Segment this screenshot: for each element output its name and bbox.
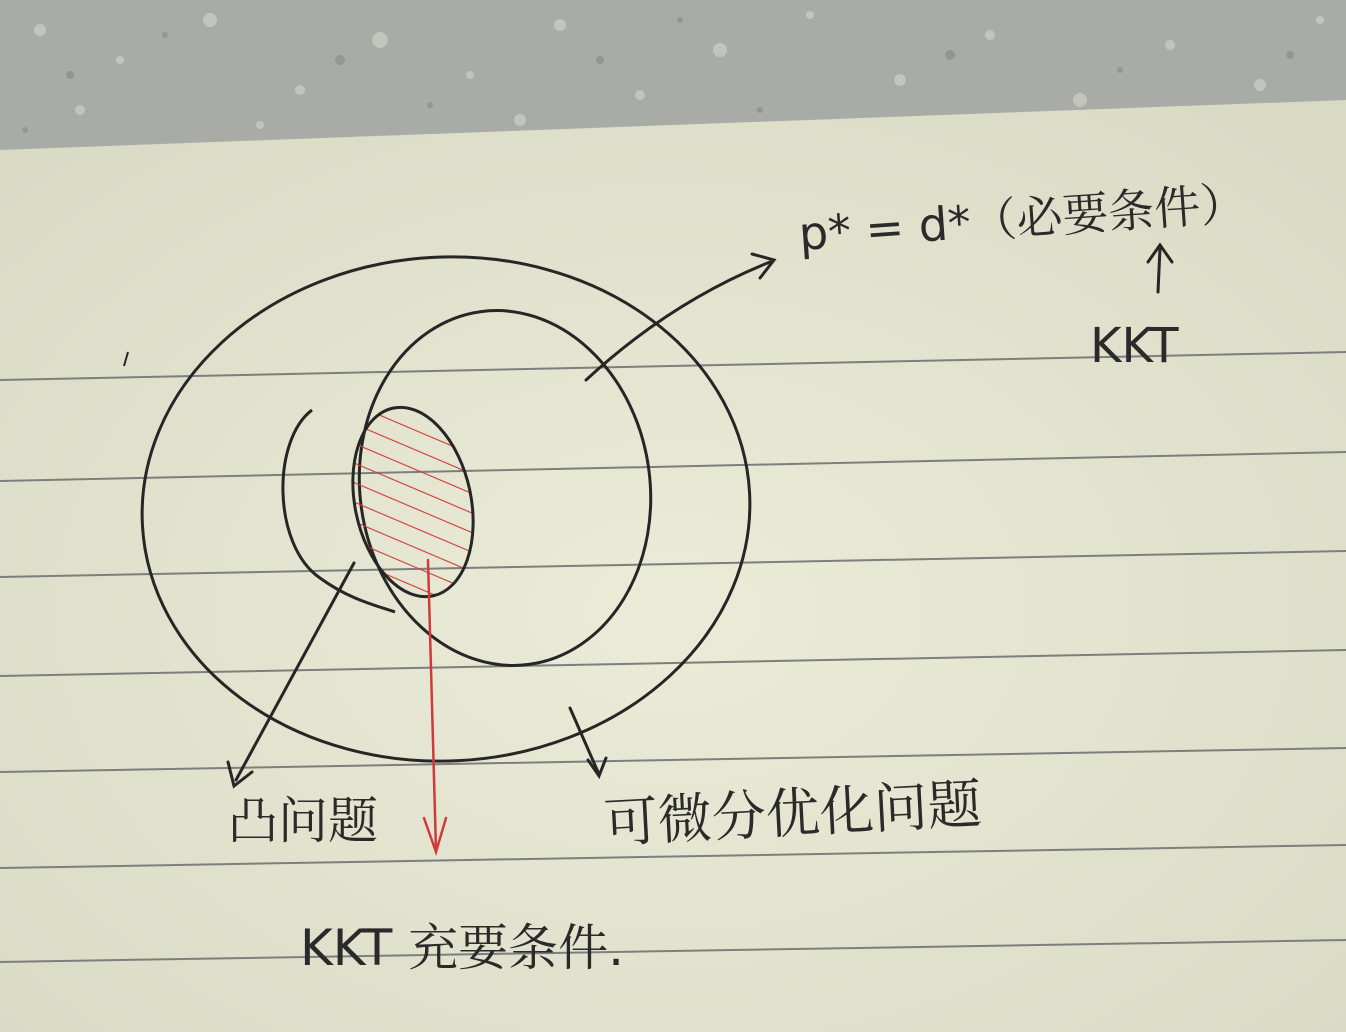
paper-sheet: [0, 100, 1346, 1032]
kkt-label-top: KKT: [1090, 318, 1179, 374]
convex-problem-label: 凸问题: [228, 792, 378, 850]
kkt-sufficient-label: KKT 充要条件.: [300, 919, 625, 977]
duality-label: p* = d*（必要条件）: [797, 175, 1248, 261]
differentiable-problem-label: 可微分优化问题: [602, 772, 984, 855]
